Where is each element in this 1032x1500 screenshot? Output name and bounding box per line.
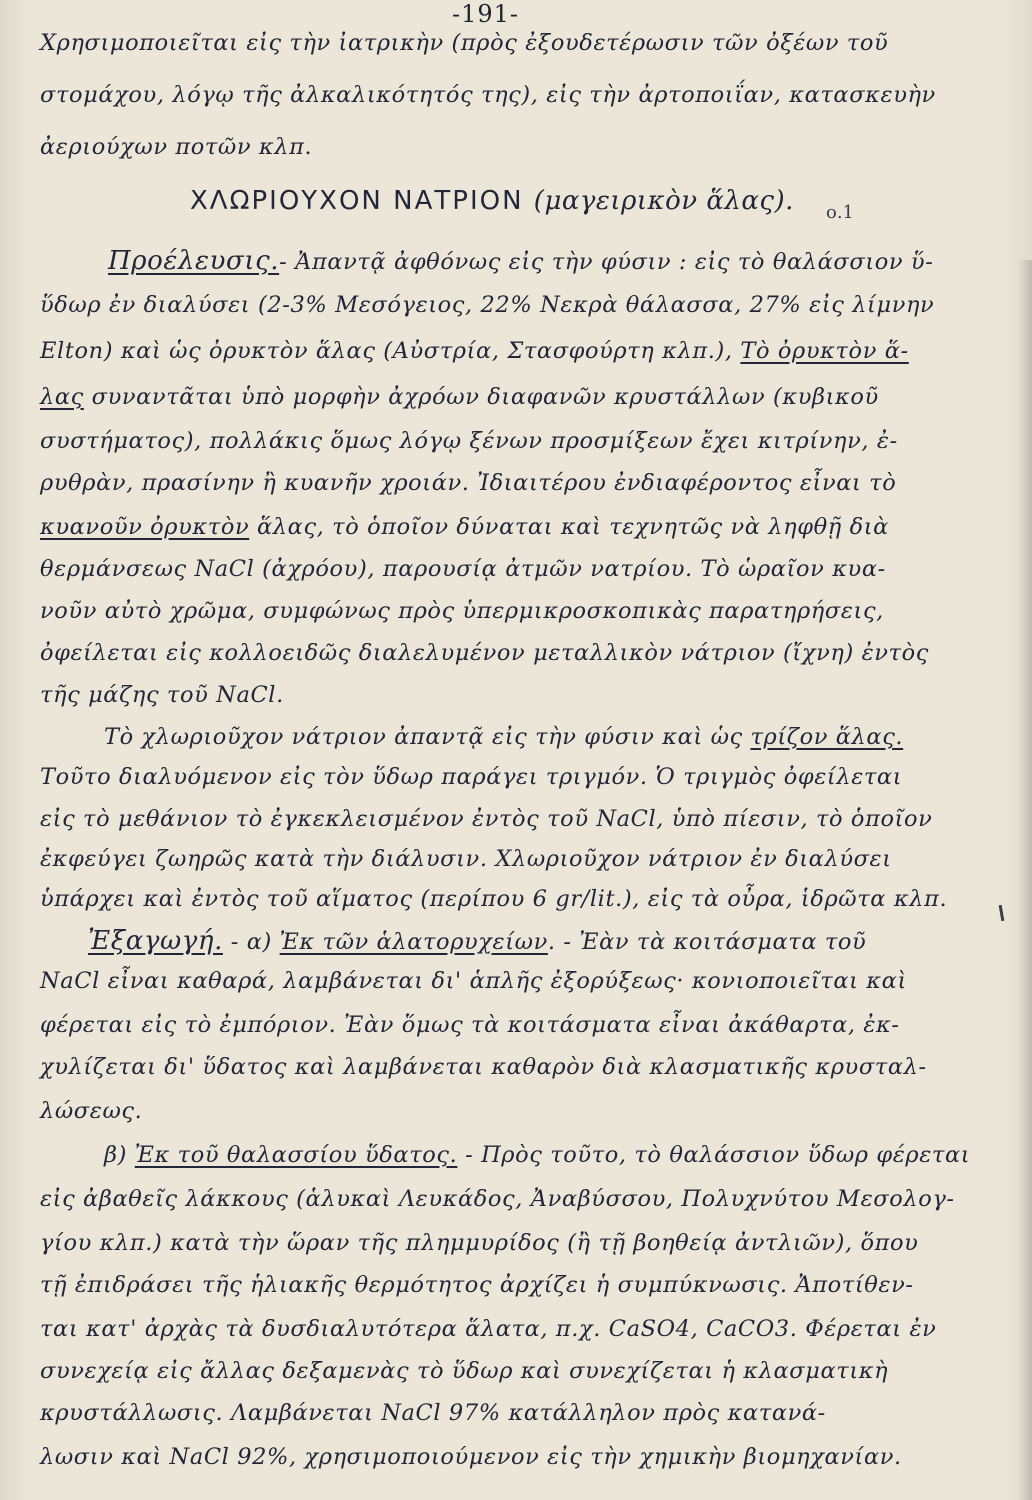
- text-span: - Ἀπαντᾷ ἀφθόνως εἰς τὴν φύσιν : εἰς τὸ θαλάσσιον ὕ-: [279, 249, 934, 275]
- page-edge-shadow: [1018, 260, 1032, 1500]
- underlined-phrase: τρίζον ἅλας.: [750, 724, 904, 750]
- text-span: - Πρὸς τοῦτο, τὸ θαλάσσιον ὕδωρ φέρεται: [457, 1142, 971, 1168]
- text-span: συναντᾶται ὑπὸ μορφὴν ἀχρόων διαφανῶν κρυστάλλων (κυβικοῦ: [83, 384, 879, 410]
- text-line: συστήματος), πολλάκις ὅμως λόγῳ ξένων προσμίξεων ἔχει κιτρίνην, ἐ-: [40, 428, 898, 454]
- paragraph-2-line1: [104, 724, 903, 750]
- underlined-phrase: Ἐκ τῶν ἁλατορυχείων: [279, 929, 548, 955]
- text-line: χυλίζεται δι' ὕδατος καὶ λαμβάνεται καθαρὸν διὰ κλασματικῆς κρυσταλ-: [40, 1054, 927, 1080]
- underlined-phrase: Ἐκ τοῦ θαλασσίου ὕδατος.: [134, 1142, 458, 1168]
- page-number: -191-: [452, 0, 520, 28]
- text-span: . - Ἐὰν τὰ κοιτάσματα τοῦ: [547, 929, 867, 955]
- text-line: στομάχου, λόγῳ τῆς ἀλκαλικότητός της), εἰς τὴν ἀρτοποιΐαν, κατασκευὴν: [40, 82, 936, 108]
- text-line: γίου κλπ.) κατὰ τὴν ὥραν τῆς πλημμυρίδος (ἢ τῇ βοηθείᾳ ἀντλιῶν), ὅπου: [40, 1230, 919, 1256]
- margin-mark: ο.1: [826, 202, 855, 223]
- text-line: Τοῦτο διαλυόμενον εἰς τὸν ὕδωρ παράγει τριγμόν. Ὁ τριγμὸς ὀφείλεται: [40, 764, 903, 790]
- text-line: ὑπάρχει καὶ ἐντὸς τοῦ αἵματος (περίπου 6 gr/lit.), εἰς τὰ οὖρα, ἱδρῶτα κλπ.: [40, 886, 948, 912]
- text-line: εἰς ἀβαθεῖς λάκκους (ἁλυκαὶ Λευκάδος, Ἀναβύσσου, Πολυχνύτου Μεσολογ-: [40, 1186, 955, 1212]
- heading-exagogi: Ἐξαγωγή.: [88, 926, 223, 956]
- paragraph-extraction-line1: [88, 926, 866, 956]
- title-paren: (μαγειρικὸν ἅλας).: [533, 186, 794, 216]
- text-line: τῇ ἐπιδράσει τῆς ἡλιακῆς θερμότητος ἀρχίζει ἡ συμπύκνωσις. Ἀποτίθεν-: [40, 1272, 914, 1298]
- margin-tick: [999, 905, 1005, 921]
- underlined-phrase: λας: [40, 384, 84, 410]
- text-span: β): [104, 1142, 135, 1168]
- text-line: λώσεως.: [40, 1098, 143, 1124]
- text-line-with-underline: [40, 338, 909, 364]
- text-line: κρυστάλλωσις. Λαμβάνεται NaCl 97% κατάλληλον πρὸς κατανά-: [40, 1400, 826, 1426]
- text-line: ἀεριούχων ποτῶν κλπ.: [40, 134, 313, 160]
- heading-proeleusis: Προέλευσις.: [108, 246, 280, 276]
- text-line: εἰς τὸ μεθάνιον τὸ ἐγκεκλεισμένον ἐντὸς τοῦ NaCl, ὑπὸ πίεσιν, τὸ ὁποῖον: [40, 806, 933, 832]
- underlined-phrase: Τὸ ὀρυκτὸν ἅ-: [740, 338, 909, 364]
- text-line: ἐκφεύγει ζωηρῶς κατὰ τὴν διάλυσιν. Χλωριοῦχον νάτριον ἐν διαλύσει: [40, 846, 892, 872]
- title-main: ΧΛΩΡΙΟΥΧΟΝ ΝΑΤΡΙΟΝ: [190, 186, 524, 216]
- text-line: θερμάνσεως NaCl (ἀχρόου), παρουσίᾳ ἀτμῶν νατρίου. Τὸ ὡραῖον κυα-: [40, 556, 886, 582]
- text-line: τῆς μάζης τοῦ NaCl.: [40, 682, 284, 708]
- text-span: Τὸ χλωριοῦχον νάτριον ἀπαντᾷ εἰς τὴν φύσιν καὶ ὡς: [104, 724, 751, 750]
- text-line: ὕδωρ ἐν διαλύσει (2-3% Μεσόγειος, 22% Νεκρὰ θάλασσα, 27% εἰς λίμνην: [40, 292, 935, 318]
- text-line-with-underline: [40, 514, 889, 540]
- text-line: ρυθρὰν, πρασίνην ἢ κυανῆν χροιάν. Ἰδιαιτέρου ἐνδιαφέροντος εἶναι τὸ: [40, 470, 897, 496]
- text-line: ὀφείλεται εἰς κολλοειδῶς διαλελυμένον μεταλλικὸν νάτριον (ἴχνη) ἐντὸς: [40, 640, 929, 666]
- text-line: NaCl εἶναι καθαρά, λαμβάνεται δι' ἁπλῆς ἐξορύξεως· κονιοποιεῖται καὶ: [40, 968, 907, 994]
- text-span: ἅλας, τὸ ὁποῖον δύναται καὶ τεχνητῶς νὰ ληφθῇ διὰ: [249, 514, 889, 540]
- text-line: ται κατ' ἀρχὰς τὰ δυσδιαλυτότερα ἅλατα, π.χ. CaSO4, CaCO3. Φέρεται ἐν: [40, 1316, 937, 1342]
- text-line: συνεχείᾳ εἰς ἄλλας δεξαμενὰς τὸ ὕδωρ καὶ συνεχίζεται ἡ κλασματικὴ: [40, 1358, 889, 1384]
- section-title: [190, 186, 794, 216]
- text-line: φέρεται εἰς τὸ ἐμπόριον. Ἐὰν ὅμως τὰ κοιτάσματα εἶναι ἀκάθαρτα, ἐκ-: [40, 1012, 900, 1038]
- text-line-with-underline: [40, 384, 879, 410]
- text-span: - α): [222, 929, 280, 955]
- paragraph-origin-line1: [108, 246, 933, 276]
- paragraph-sea-line1: [104, 1142, 970, 1168]
- text-line: λωσιν καὶ NaCl 92%, χρησιμοποιούμενον εἰς τὴν χημικὴν βιομηχανίαν.: [40, 1444, 902, 1470]
- text-line: Χρησιμοποιεῖται εἰς τὴν ἰατρικὴν (πρὸς ἐξουδετέρωσιν τῶν ὀξέων τοῦ: [40, 30, 889, 56]
- text-line: νοῦν αὐτὸ χρῶμα, συμφώνως πρὸς ὑπερμικροσκοπικὰς παρατηρήσεις,: [40, 598, 884, 624]
- underlined-phrase: κυανοῦν ὀρυκτὸν: [40, 514, 250, 540]
- text-span: Elton) καὶ ὡς ὀρυκτὸν ἅλας (Αὐστρία, Στασφούρτη κλπ.),: [40, 338, 733, 364]
